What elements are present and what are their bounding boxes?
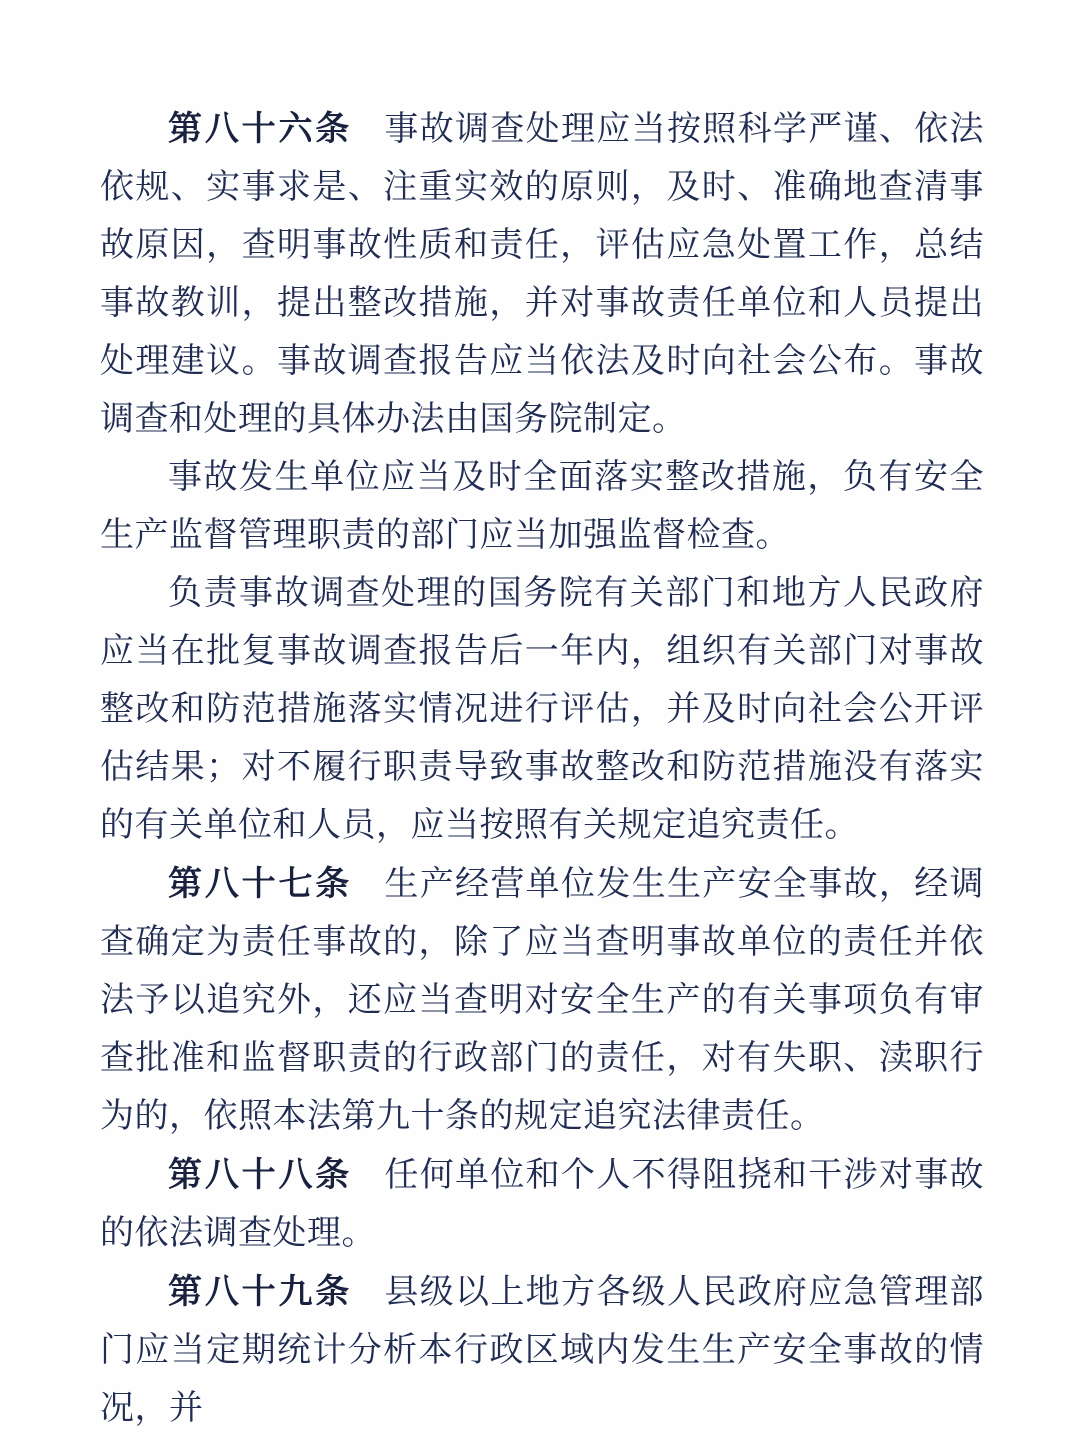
paragraph-text: 县级以上地方各级人民政府应急管理部门应当定期统计分析本行政区域内发生生产安全事故的情况，并 [100, 1274, 985, 1427]
article-number-heading: 第八十七条 [168, 865, 353, 903]
paragraph-text: 负责事故调查处理的国务院有关部门和地方人民政府应当在批复事故调查报告后一年内，组织有关部门对事故整改和防范措施落实情况进行评估，并及时向社会公开评估结果；对不履行职责导致事故整改和防范措施没有落实的有关单位和人员，应当按照有关规定追究责任。 [100, 575, 984, 844]
law-paragraph [100, 855, 984, 1146]
paragraph-text: 事故发生单位应当及时全面落实整改措施，负有安全生产监督管理职责的部门应当加强监督检查。 [100, 459, 984, 554]
law-paragraph [100, 1263, 984, 1438]
paragraph-text: 事故调查处理应当按照科学严谨、依法依规、实事求是、注重实效的原则，及时、准确地查清事故原因，查明事故性质和责任，评估应急处置工作，总结事故教训，提出整改措施，并对事故责任单位和人员提出处理建议。事故调查报告应当依法及时向社会公布。事故调查和处理的具体办法由国务院制定。 [100, 111, 985, 438]
paragraph-text: 生产经营单位发生生产安全事故，经调查确定为责任事故的，除了应当查明事故单位的责任并依法予以追究外，还应当查明对安全生产的有关事项负有审查批准和监督职责的行政部门的责任，对有失职、渎职行为的，依照本法第九十条的规定追究法律责任。 [100, 866, 985, 1135]
document-body [100, 100, 984, 1438]
paragraph-text: 任何单位和个人不得阻挠和干涉对事故的依法调查处理。 [100, 1157, 985, 1252]
article-number-heading: 第八十九条 [168, 1273, 353, 1311]
law-paragraph [100, 1146, 984, 1263]
law-paragraph [100, 100, 984, 449]
article-number-heading: 第八十八条 [168, 1156, 353, 1194]
law-paragraph [100, 565, 984, 855]
law-paragraph [100, 449, 984, 565]
article-number-heading: 第八十六条 [168, 110, 353, 148]
